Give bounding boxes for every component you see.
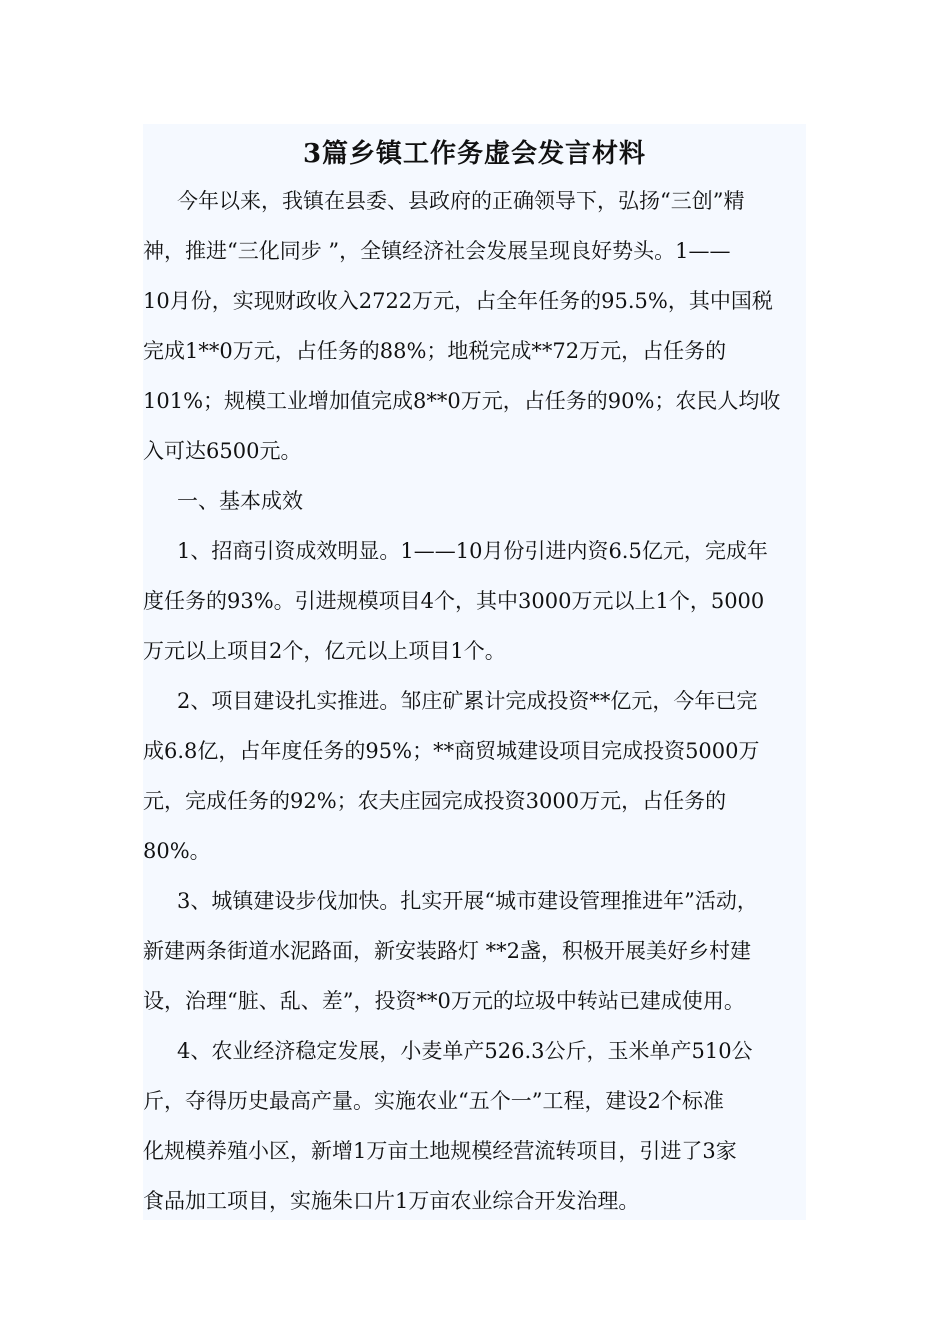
text-line: 2、项目建设扎实推进。邹庄矿累计完成投资**亿元，今年已完: [177, 689, 758, 713]
text-line: 一、基本成效: [177, 489, 303, 513]
text-line: 今年以来，我镇在县委、县政府的正确领导下，弘扬“三创”精: [177, 189, 745, 213]
text-line: 斤，夺得历史最高产量。实施农业“五个一”工程，建设2个标准: [143, 1089, 724, 1113]
text-line: 10月份，实现财政收入2722万元，占全年任务的95.5%，其中国税: [143, 289, 773, 313]
text-line: 万元以上项目2个，亿元以上项目1个。: [143, 639, 506, 663]
text-line: 度任务的93%。引进规模项目4个，其中3000万元以上1个，5000: [143, 589, 765, 613]
document-title: 3篇乡镇工作务虚会发言材料: [302, 139, 647, 169]
text-line: 食品加工项目，实施朱口片1万亩农业综合开发治理。: [143, 1189, 640, 1213]
text-line: 3、城镇建设步伐加快。扎实开展“城市建设管理推进年”活动，: [177, 889, 758, 913]
text-line: 入可达6500元。: [143, 439, 302, 463]
text-line: 101%；规模工业增加值完成8**0万元，占任务的90%；农民人均收: [143, 389, 781, 413]
text-line: 80%。: [143, 839, 211, 863]
text-line: 元，完成任务的92%；农夫庄园完成投资3000万元，占任务的: [143, 789, 727, 813]
text-line: 4、农业经济稳定发展，小麦单产526.3公斤，玉米单产510公: [177, 1039, 753, 1063]
text-line: 新建两条街道水泥路面，新安装路灯 **2盏，积极开展美好乡村建: [143, 939, 752, 963]
text-line: 设，治理“脏、乱、差”，投资**0万元的垃圾中转站已建成使用。: [143, 989, 745, 1013]
document-page: [143, 124, 806, 1220]
text-line: 1、招商引资成效明显。1——10月份引进内资6.5亿元，完成年: [177, 539, 768, 563]
text-line: 神，推进“三化同步 ”，全镇经济社会发展呈现良好势头。1——: [143, 239, 731, 263]
text-line: 化规模养殖小区，新增1万亩土地规模经营流转项目，引进了3家: [143, 1139, 737, 1163]
text-line: 成6.8亿，占年度任务的95%；**商贸城建设项目完成投资5000万: [143, 739, 760, 763]
text-line: 完成1**0万元，占任务的88%；地税完成**72万元，占任务的: [143, 339, 727, 363]
